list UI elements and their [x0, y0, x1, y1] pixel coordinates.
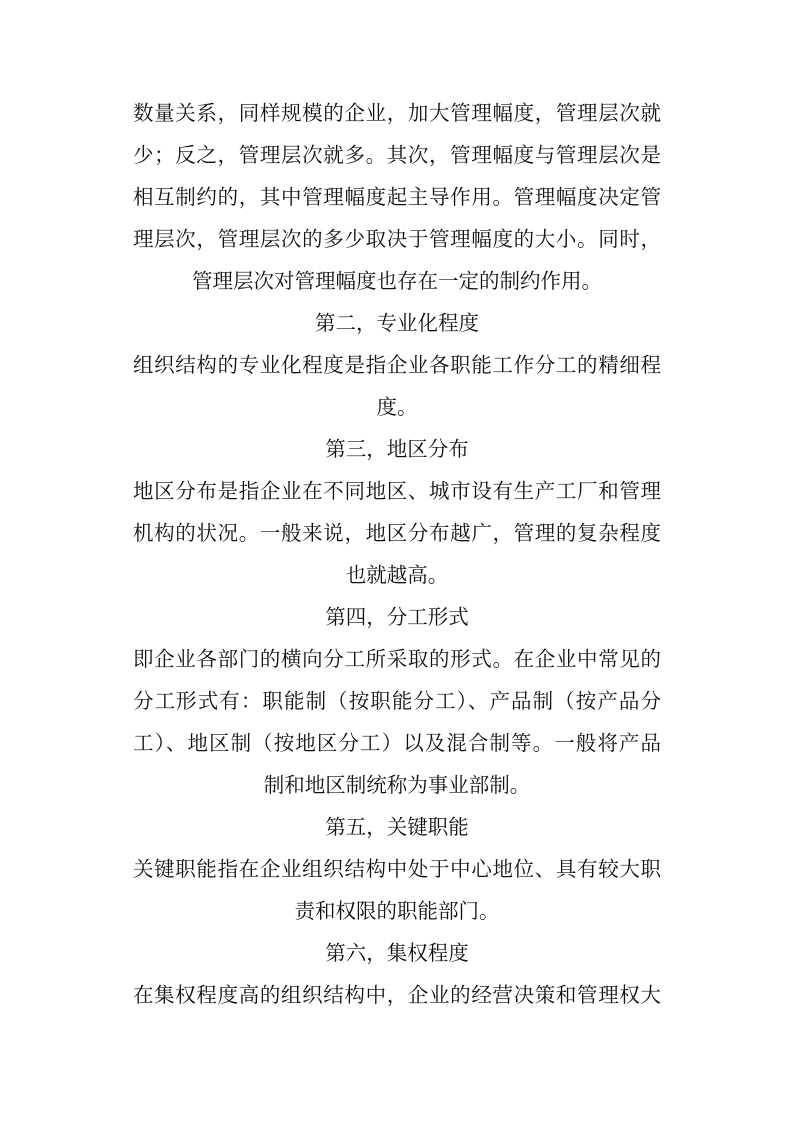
section-heading: 第四，分工形式: [325, 605, 469, 629]
section-heading: 第五，关键职能: [325, 815, 469, 839]
paragraph-line: 理层次，管理层次的多少取决于管理幅度的大小。同时，: [133, 227, 661, 251]
paragraph-line: 也就越高。: [345, 563, 449, 587]
paragraph-line: 在集权程度高的组织结构中，企业的经营决策和管理权大: [133, 983, 661, 1007]
paragraph-line: 关键职能指在企业组织结构中处于中心地位、具有较大职: [133, 857, 661, 881]
paragraph-line: 地区分布是指企业在不同地区、城市设有生产工厂和管理: [133, 479, 661, 503]
paragraph-line: 少；反之，管理层次就多。其次，管理幅度与管理层次是: [133, 143, 661, 167]
paragraph-line: 制和地区制统称为事业部制。: [263, 773, 531, 797]
paragraph-line: 相互制约的，其中管理幅度起主导作用。管理幅度决定管: [133, 185, 661, 209]
section-heading: 第三，地区分布: [325, 437, 469, 461]
paragraph-line: 管理层次对管理幅度也存在一定的制约作用。: [192, 269, 602, 293]
paragraph-line: 组织结构的专业化程度是指企业各职能工作分工的精细程: [133, 353, 661, 377]
paragraph-line: 分工形式有：职能制（按职能分工）、产品制（按产品分: [133, 689, 661, 713]
section-heading: 第六，集权程度: [325, 941, 469, 965]
document-body: [133, 92, 661, 1016]
paragraph-line: 责和权限的职能部门。: [294, 899, 500, 923]
paragraph-line: 数量关系，同样规模的企业，加大管理幅度，管理层次就: [133, 101, 661, 125]
paragraph-line: 工）、地区制（按地区分工）以及混合制等。一般将产品: [133, 731, 661, 755]
paragraph-line: 度。: [376, 395, 418, 419]
paragraph-line: 机构的状况。一般来说，地区分布越广，管理的复杂程度: [133, 521, 661, 545]
paragraph-line: 即企业各部门的横向分工所采取的形式。在企业中常见的: [133, 647, 661, 671]
section-heading: 第二，专业化程度: [315, 311, 479, 335]
